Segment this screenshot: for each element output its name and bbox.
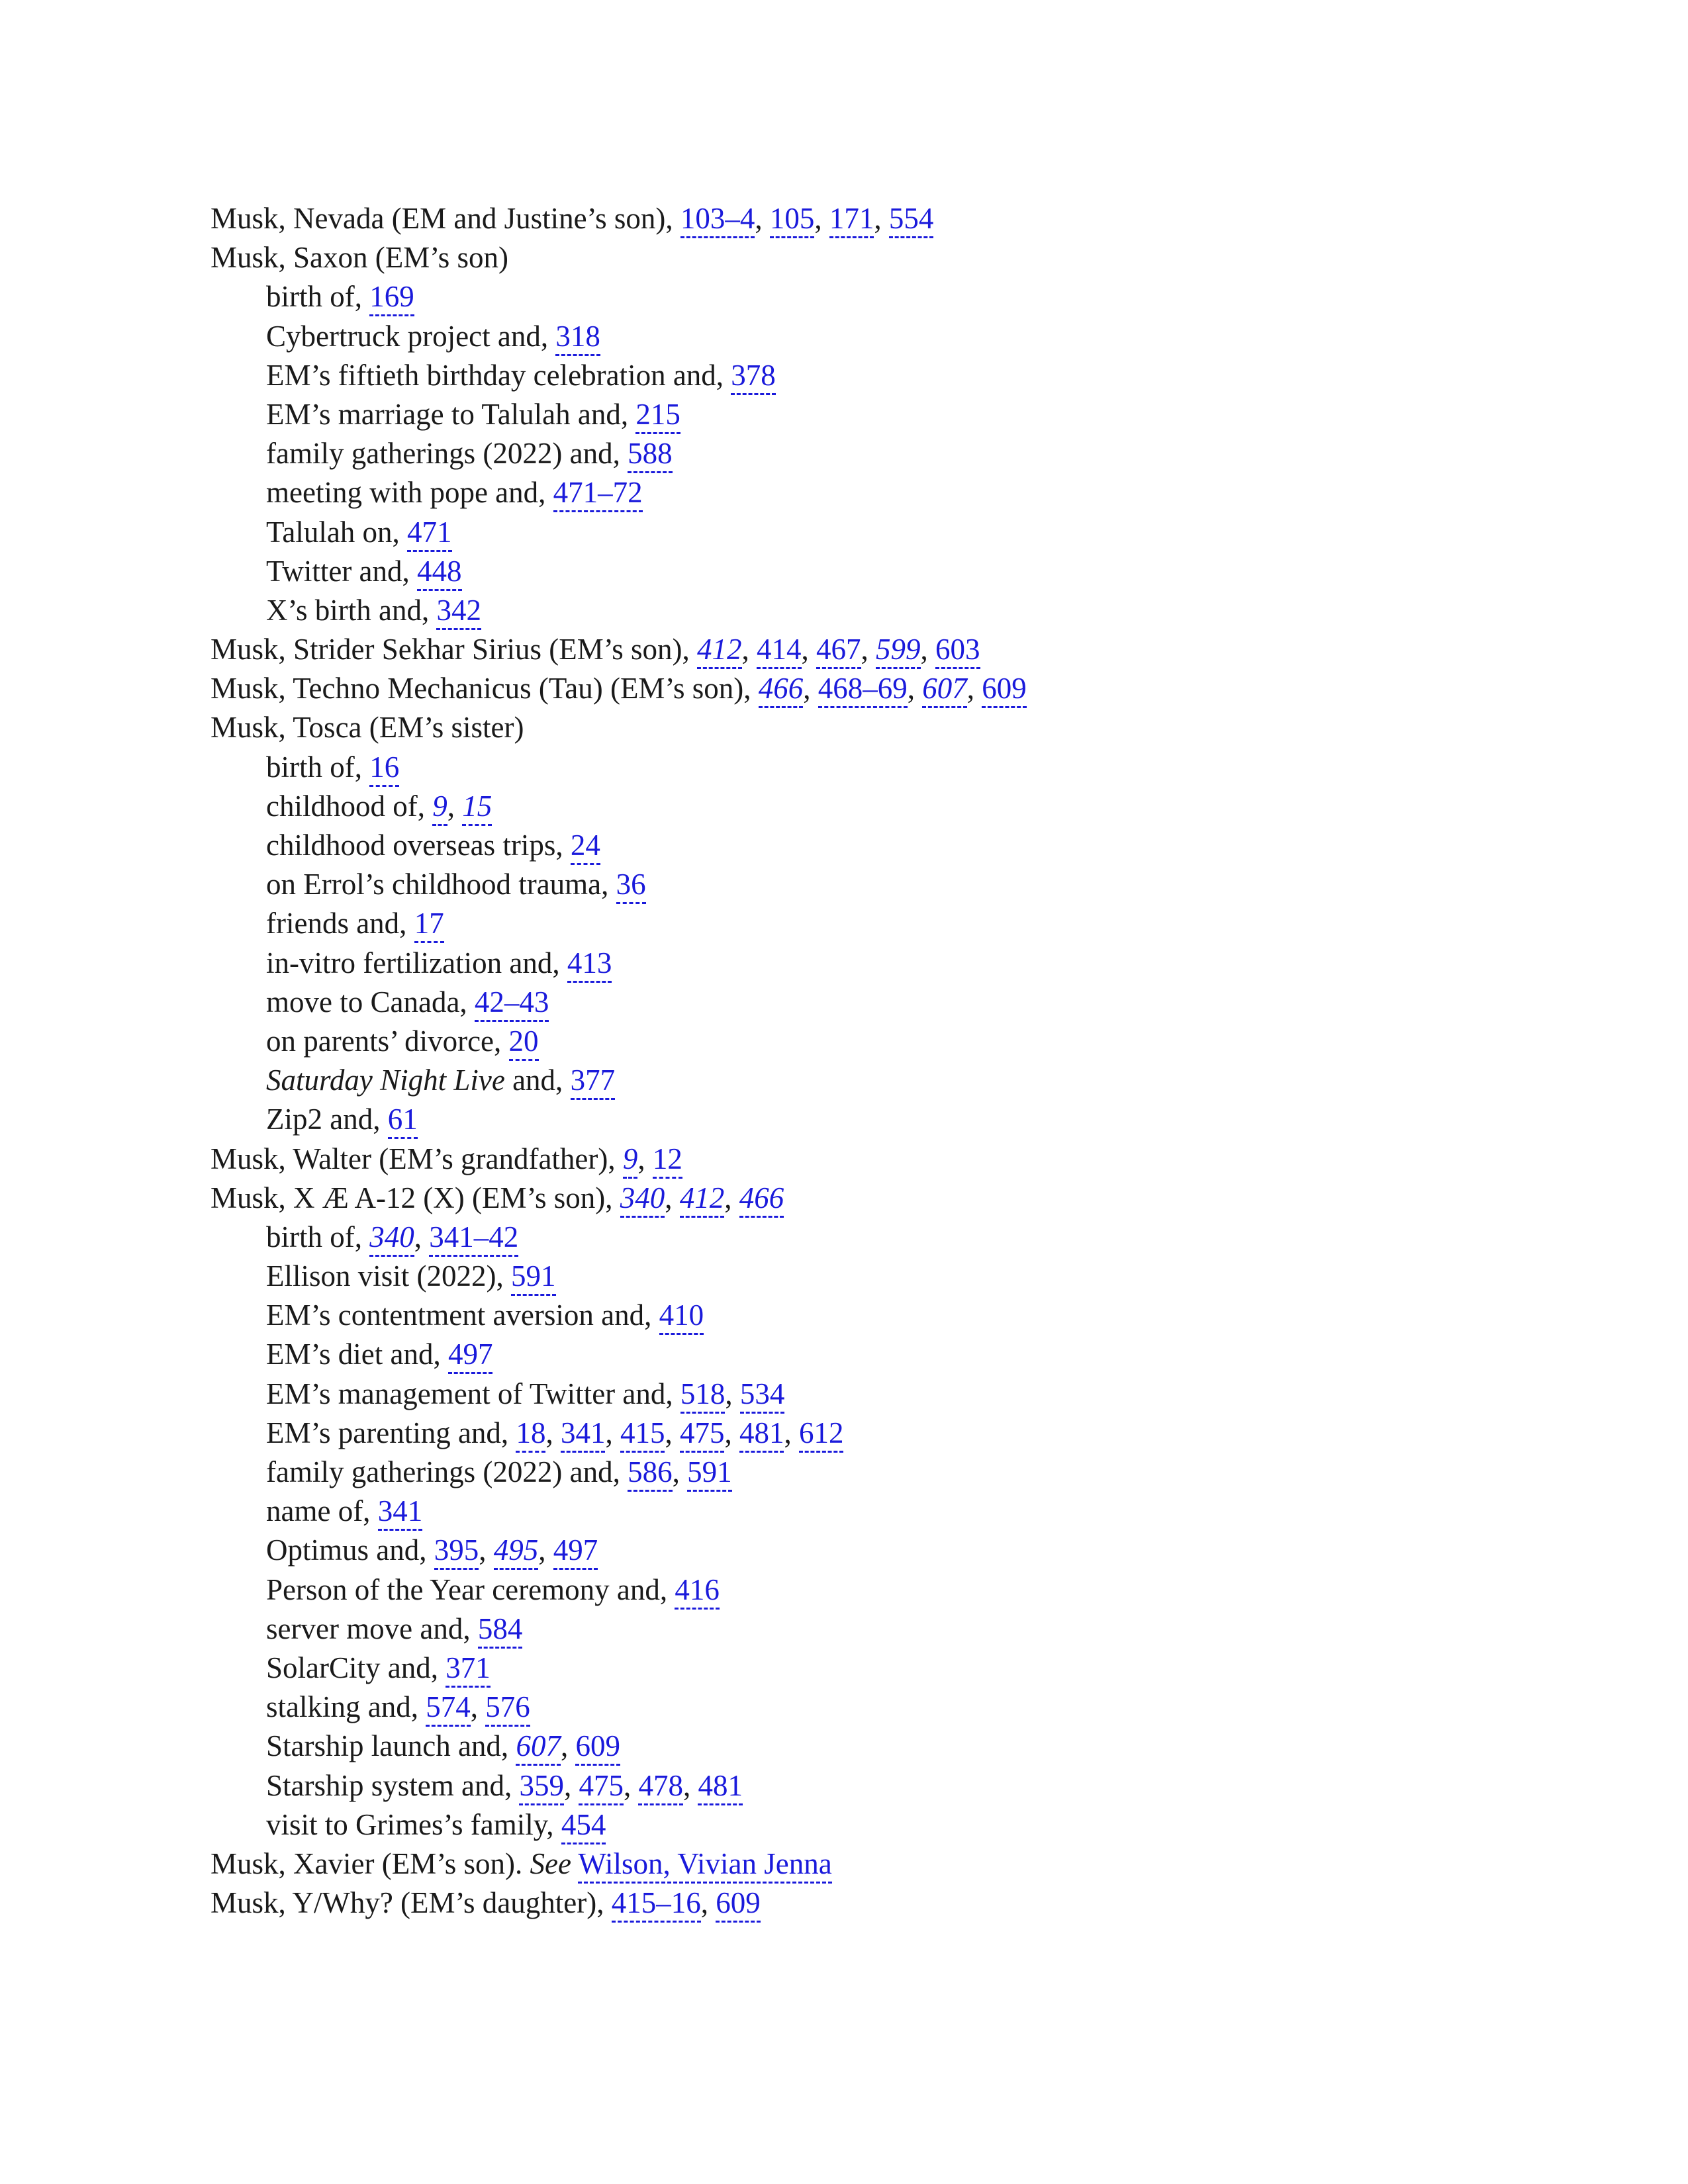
page-reference-link[interactable]: 341–42 bbox=[429, 1220, 518, 1257]
entry-label: Ellison visit (2022), bbox=[266, 1259, 511, 1293]
entry-label: and, bbox=[504, 1064, 571, 1097]
page-reference-link[interactable]: 609 bbox=[575, 1729, 620, 1766]
page-reference-link[interactable]: 603 bbox=[935, 633, 980, 669]
entry-label: server move and, bbox=[266, 1612, 478, 1645]
entry-label: SolarCity and, bbox=[266, 1651, 446, 1684]
page-reference-link[interactable]: 609 bbox=[716, 1886, 761, 1923]
index-subentry bbox=[211, 748, 1534, 787]
index-page bbox=[211, 199, 1534, 1923]
page-reference-link[interactable]: 574 bbox=[426, 1690, 471, 1727]
index-subentry bbox=[211, 983, 1534, 1022]
entry-label: Talulah on, bbox=[266, 515, 408, 549]
index-subentry bbox=[211, 1805, 1534, 1844]
index-entry: Musk, Y/Why? (EM’s daughter), 415–16, 609 bbox=[211, 1884, 1534, 1923]
page-reference-link[interactable]: 9 bbox=[623, 1142, 638, 1179]
page-reference-link[interactable]: 612 bbox=[799, 1416, 844, 1453]
page-reference-link[interactable]: 61 bbox=[388, 1103, 418, 1139]
page-reference-link[interactable]: 591 bbox=[511, 1259, 556, 1296]
index-subentry bbox=[211, 1610, 1534, 1649]
entry-label: Musk, X Æ A-12 (X) (EM’s son), bbox=[211, 1181, 620, 1214]
entry-label: EM’s diet and, bbox=[266, 1338, 448, 1371]
page-reference-link[interactable]: 478 bbox=[638, 1769, 683, 1805]
index-entry bbox=[211, 238, 1534, 277]
entry-label: birth of, bbox=[266, 750, 370, 784]
page-reference-link[interactable]: 448 bbox=[417, 555, 462, 591]
page-reference-link[interactable]: 415–16 bbox=[612, 1886, 701, 1923]
entry-label: Musk, Tosca (EM’s sister) bbox=[211, 711, 524, 745]
entry-label: Musk, Nevada (EM and Justine’s son), bbox=[211, 202, 680, 235]
page-reference-link[interactable]: 576 bbox=[485, 1690, 530, 1727]
entry-label: Optimus and, bbox=[266, 1533, 434, 1567]
index-subentry: stalking and, 574, 576 bbox=[211, 1688, 1534, 1727]
page-reference-link[interactable]: 471 bbox=[407, 516, 452, 552]
page-reference-link[interactable]: 497 bbox=[448, 1338, 493, 1374]
page-reference-link[interactable]: 169 bbox=[369, 280, 414, 316]
index-subentry bbox=[211, 1257, 1534, 1296]
page-reference-link[interactable]: 341 bbox=[561, 1416, 606, 1453]
index-subentry bbox=[211, 552, 1534, 591]
page-reference-link[interactable]: 591 bbox=[687, 1455, 732, 1492]
page-reference-link[interactable]: 415 bbox=[620, 1416, 665, 1453]
page-reference-link[interactable]: 607 bbox=[516, 1729, 561, 1766]
page-reference-link[interactable]: 466 bbox=[739, 1181, 784, 1218]
entry-label: Musk, Walter (EM’s grandfather), bbox=[211, 1142, 623, 1175]
page-reference-link[interactable]: 607 bbox=[922, 672, 967, 708]
index-subentry bbox=[211, 1649, 1534, 1688]
entry-label: childhood of, bbox=[266, 789, 433, 823]
entry-label: EM’s management of Twitter and, bbox=[266, 1377, 680, 1410]
entry-label: childhood overseas trips, bbox=[266, 829, 571, 862]
index-subentry: childhood of, 9, 15 bbox=[211, 787, 1534, 826]
page-reference-link[interactable]: 481 bbox=[698, 1769, 743, 1805]
page-reference-link[interactable]: 414 bbox=[757, 633, 802, 669]
index-subentry: EM’s management of Twitter and, 518, 534 bbox=[211, 1375, 1534, 1414]
index-entry: Musk, Techno Mechanicus (Tau) (EM’s son), 466, 468–69, 607, 609 bbox=[211, 669, 1534, 708]
entry-label: move to Canada, bbox=[266, 985, 475, 1019]
page-reference-link[interactable]: 481 bbox=[739, 1416, 784, 1453]
entry-label: Twitter and, bbox=[266, 554, 418, 588]
index-subentry bbox=[211, 1061, 1534, 1100]
page-reference-link[interactable]: 42–43 bbox=[475, 985, 549, 1022]
entry-label: Starship system and, bbox=[266, 1768, 520, 1802]
page-reference-link[interactable]: 395 bbox=[434, 1533, 479, 1570]
page-reference-link[interactable]: 15 bbox=[462, 790, 492, 826]
page-reference-link[interactable]: 377 bbox=[571, 1064, 616, 1100]
page-reference-link[interactable]: 340 bbox=[369, 1220, 414, 1257]
page-reference-link[interactable]: 9 bbox=[432, 790, 447, 826]
page-reference-link[interactable]: 378 bbox=[731, 359, 776, 395]
entry-label: Starship launch and, bbox=[266, 1729, 516, 1763]
page-reference-link[interactable]: 103–4 bbox=[680, 202, 755, 238]
page-reference-link[interactable]: 410 bbox=[659, 1298, 704, 1335]
page-reference-link[interactable]: 475 bbox=[680, 1416, 725, 1453]
index-subentry bbox=[211, 826, 1534, 865]
page-reference-link[interactable]: 215 bbox=[635, 398, 680, 434]
page-reference-link[interactable]: 454 bbox=[561, 1808, 606, 1844]
entry-label: EM’s parenting and, bbox=[266, 1416, 516, 1449]
entry-label: Musk, Techno Mechanicus (Tau) (EM’s son), bbox=[211, 672, 759, 705]
entry-label: birth of, bbox=[266, 280, 370, 314]
page-reference-link[interactable]: 586 bbox=[628, 1455, 673, 1492]
index-subentry: EM’s parenting and, 18, 341, 415, 475, 481, 612 bbox=[211, 1414, 1534, 1453]
page-reference-link[interactable]: 359 bbox=[519, 1769, 564, 1805]
entry-label: name of, bbox=[266, 1494, 378, 1528]
entry-label: X’s birth and, bbox=[266, 593, 437, 627]
entry-label: Person of the Year ceremony and, bbox=[266, 1572, 675, 1606]
index-subentry: Starship system and, 359, 475, 478, 481 bbox=[211, 1766, 1534, 1805]
index-subentry: Starship launch and, 607, 609 bbox=[211, 1727, 1534, 1766]
page-reference-link[interactable]: 609 bbox=[982, 672, 1027, 708]
page-reference-link[interactable]: 318 bbox=[555, 320, 600, 356]
index-subentry bbox=[211, 513, 1534, 552]
index-subentry bbox=[211, 317, 1534, 356]
page-reference-link[interactable]: 340 bbox=[620, 1181, 665, 1218]
page-reference-link[interactable]: 18 bbox=[516, 1416, 545, 1453]
page-reference-link[interactable]: 554 bbox=[889, 202, 934, 238]
page-reference-link[interactable]: 413 bbox=[567, 946, 612, 983]
index-subentry bbox=[211, 434, 1534, 473]
entry-label: stalking and, bbox=[266, 1690, 426, 1724]
entry-label: Cybertruck project and, bbox=[266, 319, 556, 353]
entry-label: Musk, Xavier (EM’s son). bbox=[211, 1846, 530, 1880]
page-reference-link[interactable]: 342 bbox=[436, 594, 481, 630]
page-reference-link[interactable]: 495 bbox=[494, 1533, 539, 1570]
entry-label: EM’s marriage to Talulah and, bbox=[266, 397, 636, 431]
index-subentry bbox=[211, 395, 1534, 434]
page-reference-link[interactable]: 466 bbox=[759, 672, 804, 708]
page-reference-link[interactable]: 588 bbox=[628, 437, 673, 473]
index-subentry bbox=[211, 1296, 1534, 1335]
page-reference-link[interactable]: 412 bbox=[697, 633, 742, 669]
page-reference-link[interactable]: 171 bbox=[829, 202, 874, 238]
index-subentry: birth of, 340, 341–42 bbox=[211, 1218, 1534, 1257]
page-reference-link[interactable]: 497 bbox=[553, 1533, 598, 1570]
index-subentry bbox=[211, 277, 1534, 316]
page-reference-link[interactable]: 599 bbox=[876, 633, 921, 669]
page-reference-link[interactable]: 12 bbox=[653, 1142, 682, 1179]
index-entry: Musk, Strider Sekhar Sirius (EM’s son), 412, 414, 467, 599, 603 bbox=[211, 630, 1534, 669]
page-reference-link[interactable]: 416 bbox=[675, 1573, 720, 1610]
entry-label: meeting with pope and, bbox=[266, 476, 553, 510]
entry-label: family gatherings (2022) and, bbox=[266, 1455, 628, 1488]
index-subentry bbox=[211, 944, 1534, 983]
entry-label: EM’s contentment aversion and, bbox=[266, 1298, 659, 1332]
page-reference-link[interactable]: 518 bbox=[680, 1377, 726, 1414]
index-subentry bbox=[211, 1100, 1534, 1139]
index-entry bbox=[211, 708, 1534, 747]
index-entry bbox=[211, 1844, 1534, 1884]
index-subentry bbox=[211, 356, 1534, 395]
page-reference-link[interactable]: 471–72 bbox=[553, 476, 643, 512]
entry-label: family gatherings (2022) and, bbox=[266, 437, 628, 471]
page-reference-link[interactable]: 412 bbox=[680, 1181, 725, 1218]
entry-label: EM’s fiftieth birthday celebration and, bbox=[266, 358, 731, 392]
index-entry: Musk, Walter (EM’s grandfather), 9, 12 bbox=[211, 1140, 1534, 1179]
page-reference-link[interactable]: 105 bbox=[770, 202, 815, 238]
page-reference-link[interactable]: 534 bbox=[740, 1377, 785, 1414]
index-subentry bbox=[211, 591, 1534, 630]
page-reference-link[interactable]: 24 bbox=[571, 829, 600, 865]
entry-label: Musk, Saxon (EM’s son) bbox=[211, 241, 509, 275]
entry-label: on Errol’s childhood trauma, bbox=[266, 868, 616, 901]
index-subentry bbox=[211, 473, 1534, 512]
see-label: See bbox=[530, 1846, 571, 1880]
entry-label: birth of, bbox=[266, 1220, 370, 1253]
see-reference-link[interactable]: Wilson, Vivian Jenna bbox=[578, 1847, 831, 1884]
page-reference-link[interactable]: 468–69 bbox=[818, 672, 908, 708]
page-reference-link[interactable]: 341 bbox=[378, 1494, 423, 1531]
page-reference-link[interactable]: 36 bbox=[616, 868, 646, 904]
index-subentry: family gatherings (2022) and, 586, 591 bbox=[211, 1453, 1534, 1492]
entry-label: friends and, bbox=[266, 907, 414, 940]
page-reference-link[interactable]: 16 bbox=[369, 751, 399, 787]
entry-label: on parents’ divorce, bbox=[266, 1024, 509, 1058]
index-subentry: Optimus and, 395, 495, 497 bbox=[211, 1531, 1534, 1570]
index-subentry bbox=[211, 1570, 1534, 1610]
entry-label: Musk, Strider Sekhar Sirius (EM’s son), bbox=[211, 633, 697, 666]
page-reference-link[interactable]: 584 bbox=[478, 1612, 523, 1649]
index-subentry bbox=[211, 1022, 1534, 1061]
index-subentry bbox=[211, 1335, 1534, 1374]
page-reference-link[interactable]: 20 bbox=[509, 1024, 539, 1061]
entry-label: visit to Grimes’s family, bbox=[266, 1807, 561, 1841]
entry-label: Musk, Y/Why? (EM’s daughter), bbox=[211, 1886, 612, 1920]
index-entry: Musk, Nevada (EM and Justine’s son), 103–4, 105, 171, 554 bbox=[211, 199, 1534, 238]
entry-italic-title: Saturday Night Live bbox=[266, 1064, 505, 1097]
index-subentry bbox=[211, 1492, 1534, 1531]
page-reference-link[interactable]: 467 bbox=[816, 633, 861, 669]
index-subentry bbox=[211, 865, 1534, 904]
entry-label: in-vitro fertilization and, bbox=[266, 946, 567, 979]
index-subentry bbox=[211, 904, 1534, 943]
entry-label: Zip2 and, bbox=[266, 1103, 388, 1136]
page-reference-link[interactable]: 371 bbox=[445, 1651, 491, 1688]
index-entry: Musk, X Æ A-12 (X) (EM’s son), 340, 412, 466 bbox=[211, 1179, 1534, 1218]
page-reference-link[interactable]: 17 bbox=[414, 907, 444, 943]
page-reference-link[interactable]: 475 bbox=[579, 1769, 624, 1805]
